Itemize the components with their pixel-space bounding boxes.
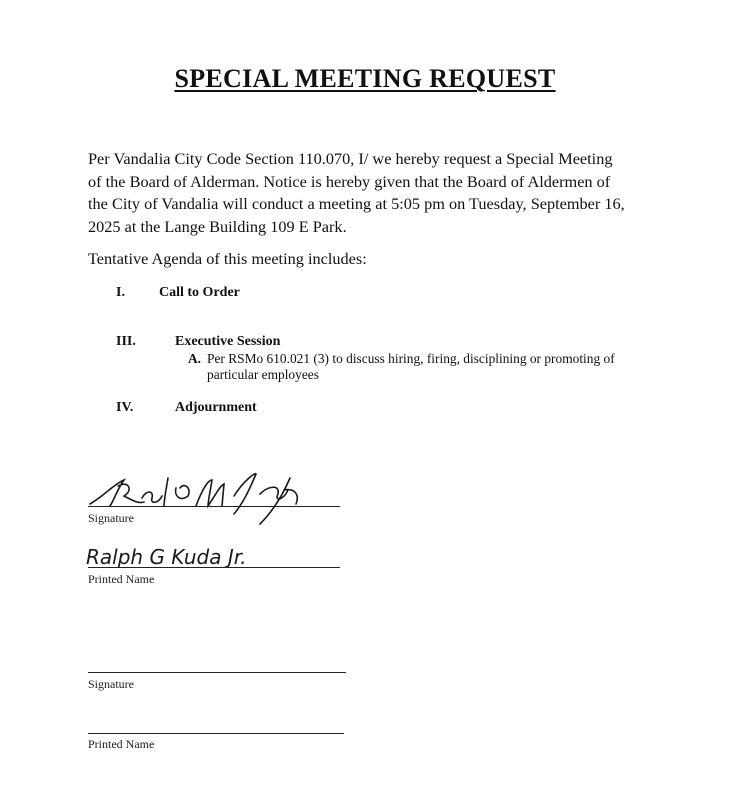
agenda-number: I. — [116, 285, 125, 300]
agenda-number: III. — [116, 334, 136, 349]
printed-name-label: Printed Name — [88, 737, 155, 751]
paragraph-line: 2025 at the Lange Building 109 E Park. — [88, 216, 347, 236]
printed-name-line — [88, 567, 340, 568]
request-paragraph — [88, 148, 668, 238]
subitem-text-continued: particular employees — [207, 367, 319, 382]
agenda-number: IV. — [116, 400, 134, 415]
signature-label: Signature — [88, 511, 134, 525]
agenda-intro: Tentative Agenda of this meeting includes: — [88, 249, 367, 268]
signature-label: Signature — [88, 677, 134, 691]
subitem-text: Per RSMo 610.021 (3) to discuss hiring, firing, disciplining or promoting of — [207, 351, 615, 366]
agenda-item-call-to-order: Call to Order — [159, 285, 240, 300]
signature-line — [88, 672, 346, 673]
agenda-item-adjournment: Adjournment — [175, 400, 257, 415]
signature-line — [88, 506, 340, 507]
paragraph-line: of the Board of Alderman. Notice is hereby given that the Board of Aldermen of — [88, 171, 611, 191]
printed-name-label: Printed Name — [88, 572, 155, 586]
agenda-item-executive-session: Executive Session — [175, 334, 281, 349]
handwritten-name-text: Ralph G Kuda Jr. — [86, 545, 247, 569]
subitem-letter: A. — [188, 351, 202, 366]
printed-name-line — [88, 733, 344, 734]
agenda-subitem — [188, 350, 658, 367]
document-title: SPECIAL MEETING REQUEST — [174, 64, 556, 93]
paragraph-line: Per Vandalia City Code Section 110.070, I/ we hereby request a Special Meeting — [88, 149, 613, 168]
paragraph-line: the City of Vandalia will conduct a meeting at 5:05 pm on Tuesday, September 16, — [88, 194, 625, 213]
